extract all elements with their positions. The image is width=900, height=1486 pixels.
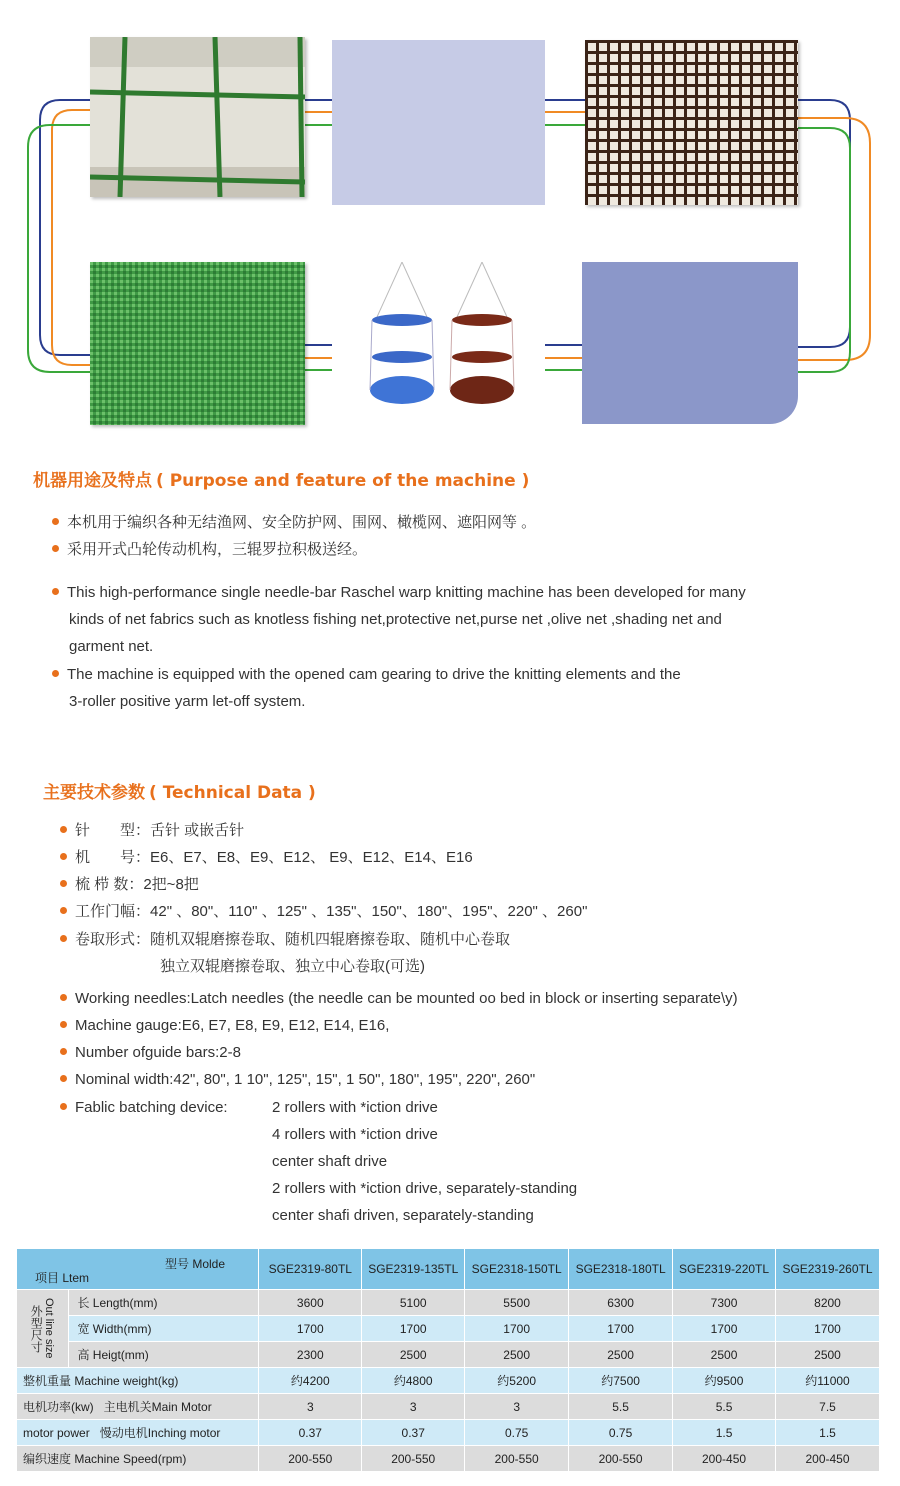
cell: 3 [465, 1394, 569, 1420]
technical-heading-en: ( Technical Data ) [149, 783, 316, 803]
purpose-en-point-1-line-3: garment net. [69, 638, 154, 655]
tech-cn-item-4: 工作门幅：42" 、80"、110" 、125" 、135"、150"、180"、195"、220" 、260" [60, 900, 587, 921]
cell: 7.5 [776, 1394, 880, 1420]
cell: 200-550 [362, 1446, 465, 1472]
purpose-heading-en: ( Purpose and feature of the machine ) [156, 471, 530, 491]
row-label: 整机重量 Machine weight(kg) [17, 1368, 259, 1394]
tech-cn-item-5: 卷取形式：随机双辊磨擦卷取、随机四辊磨擦卷取、随机中心卷取 [60, 928, 510, 949]
cell: 约4800 [362, 1368, 465, 1394]
cell: 8200 [776, 1290, 880, 1316]
tech-en-item-4: Nominal width:42", 80", 1 10", 125", 15", 1 50", 180", 195", 220", 260" [60, 1071, 535, 1088]
cell: 5100 [362, 1290, 465, 1316]
tech-en-batching-label: Fablic batching device: [60, 1099, 228, 1116]
purpose-heading [33, 466, 529, 491]
purpose-en-point-1-line-2: kinds of net fabrics such as knotless fishing net,protective net,purse net ,olive net ,shading net and [69, 611, 722, 628]
table-header-row [17, 1249, 880, 1290]
cell: 2500 [673, 1342, 776, 1368]
row-label: 宽 Width(mm) [69, 1316, 259, 1342]
cell: 2500 [569, 1342, 673, 1368]
purpose-heading-cn: 机器用途及特点 [33, 471, 152, 491]
table-row [17, 1394, 880, 1420]
tech-cn-item-2: 机 号：E6、E7、E8、E9、E12、 E9、E12、E14、E16 [60, 846, 473, 867]
cell: 约9500 [673, 1368, 776, 1394]
cell: 6300 [569, 1290, 673, 1316]
row-label-a: 电机功率(kw) [23, 1400, 94, 1414]
cell: 1700 [569, 1316, 673, 1342]
bullet-icon [60, 1048, 67, 1055]
tech-en-item-2: Machine gauge:E6, E7, E8, E9, E12, E14, E16, [60, 1017, 389, 1034]
cell: 1700 [259, 1316, 362, 1342]
blank-panel-bottom [582, 262, 798, 424]
cell: 2500 [776, 1342, 880, 1368]
bullet-icon [52, 588, 59, 595]
tech-en-item-3: Number ofguide bars:2-8 [60, 1044, 241, 1061]
purpose-cn-point-2: 采用开式凸轮传动机构，三辊罗拉积极送经。 [52, 538, 367, 559]
batching-option-5: center shafi driven, separately-standing [272, 1207, 534, 1224]
bullet-icon [60, 994, 67, 1001]
cell: 约4200 [259, 1368, 362, 1394]
purpose-en-point-2-line-2: 3-roller positive yarm let-off system. [69, 693, 306, 710]
technical-heading [43, 778, 316, 803]
cell: 1.5 [776, 1420, 880, 1446]
model-header: SGE2319-220TL [673, 1249, 776, 1290]
cell: 约7500 [569, 1368, 673, 1394]
cell: 2300 [259, 1342, 362, 1368]
batching-option-4: 2 rollers with *iction drive, separately-standing [272, 1180, 578, 1197]
bullet-icon [60, 853, 67, 860]
tech-cn-item-3: 梳 栉 数：2把~8把 [60, 873, 199, 894]
bullet-icon [60, 935, 67, 942]
green-net-photo [90, 37, 305, 197]
row-label: 高 Heigt(mm) [69, 1342, 259, 1368]
bullet-icon [60, 1021, 67, 1028]
table-row [17, 1446, 880, 1472]
cell: 3600 [259, 1290, 362, 1316]
bullet-icon [60, 1103, 67, 1110]
cell: 1700 [673, 1316, 776, 1342]
model-header: SGE2319-80TL [259, 1249, 362, 1290]
purpose-cn-point-1: 本机用于编织各种无结渔网、安全防护网、围网、橄榄网、遮阳网等 。 [52, 511, 536, 532]
brown-mesh-photo [585, 40, 798, 205]
outline-cn: 外型尺寸 [29, 1304, 44, 1353]
tech-cn-item-1: 针 型：舌针 或嵌舌针 [60, 819, 244, 840]
model-header: SGE2319-135TL [362, 1249, 465, 1290]
tech-cn-item-5-continued: 独立双辊磨擦卷取、独立中心卷取(可选) [160, 958, 425, 975]
cell: 3 [259, 1394, 362, 1420]
cell: 200-450 [776, 1446, 880, 1472]
spec-table [17, 1249, 880, 1472]
cell: 0.75 [569, 1420, 673, 1446]
batching-option-1: 2 rollers with *iction drive [272, 1099, 438, 1116]
cell: 7300 [673, 1290, 776, 1316]
batching-option-2: 4 rollers with *iction drive [272, 1126, 438, 1143]
purpose-en-point-2-line-1: The machine is equipped with the opened cam gearing to drive the knitting elements and the [52, 666, 681, 683]
cell: 5.5 [673, 1394, 776, 1420]
model-header: SGE2318-150TL [465, 1249, 569, 1290]
table-row [17, 1420, 880, 1446]
purpose-en-point-1-line-1: This high-performance single needle-bar Raschel warp knitting machine has been developed for many [52, 584, 746, 601]
table-row [17, 1368, 880, 1394]
model-header: SGE2318-180TL [569, 1249, 673, 1290]
cell: 0.37 [362, 1420, 465, 1446]
blank-panel-top [332, 40, 545, 205]
row-label: 长 Length(mm) [69, 1290, 259, 1316]
batching-option-3: center shaft drive [272, 1153, 388, 1170]
cell: 约5200 [465, 1368, 569, 1394]
model-label: 型号 Molde [165, 1257, 226, 1271]
bullet-icon [52, 518, 59, 525]
cell: 1700 [776, 1316, 880, 1342]
cell: 0.37 [259, 1420, 362, 1446]
tech-en-item-1: Working needles:Latch needles (the needle can be mounted oo bed in block or inserting separate\y) [60, 990, 738, 1007]
cell: 5500 [465, 1290, 569, 1316]
table-row [17, 1342, 880, 1368]
bullet-icon [60, 826, 67, 833]
cell: 200-550 [569, 1446, 673, 1472]
cell: 约11000 [776, 1368, 880, 1394]
technical-heading-cn: 主要技术参数 [43, 783, 145, 803]
cell: 1700 [362, 1316, 465, 1342]
row-label-b: 慢动电机Inching motor [99, 1426, 221, 1440]
bullet-icon [60, 880, 67, 887]
cell: 200-550 [259, 1446, 362, 1472]
outline-size-label [17, 1290, 69, 1368]
table-row [17, 1290, 880, 1316]
cell: 1.5 [673, 1420, 776, 1446]
cell: 200-550 [465, 1446, 569, 1472]
model-header: SGE2319-260TL [776, 1249, 880, 1290]
row-label [17, 1420, 259, 1446]
outline-en: Out line size [43, 1298, 56, 1359]
cell: 5.5 [569, 1394, 673, 1420]
product-photo-collage [0, 0, 900, 440]
row-label-b: 主电机关Main Motor [103, 1400, 212, 1414]
item-label: 项目 Ltem [35, 1271, 90, 1285]
bullet-icon [60, 1075, 67, 1082]
cell: 2500 [465, 1342, 569, 1368]
cell: 1700 [465, 1316, 569, 1342]
row-label [17, 1394, 259, 1420]
bullet-icon [52, 545, 59, 552]
hanging-net-photo [332, 262, 545, 425]
table-row [17, 1316, 880, 1342]
cell: 0.75 [465, 1420, 569, 1446]
bullet-icon [52, 670, 59, 677]
cell: 200-450 [673, 1446, 776, 1472]
row-label: 编织速度 Machine Speed(rpm) [17, 1446, 259, 1472]
cell: 3 [362, 1394, 465, 1420]
row-label-a: motor power [23, 1426, 90, 1440]
header-corner-cell [17, 1249, 259, 1290]
green-shade-net-photo [90, 262, 305, 425]
bullet-icon [60, 907, 67, 914]
cell: 2500 [362, 1342, 465, 1368]
